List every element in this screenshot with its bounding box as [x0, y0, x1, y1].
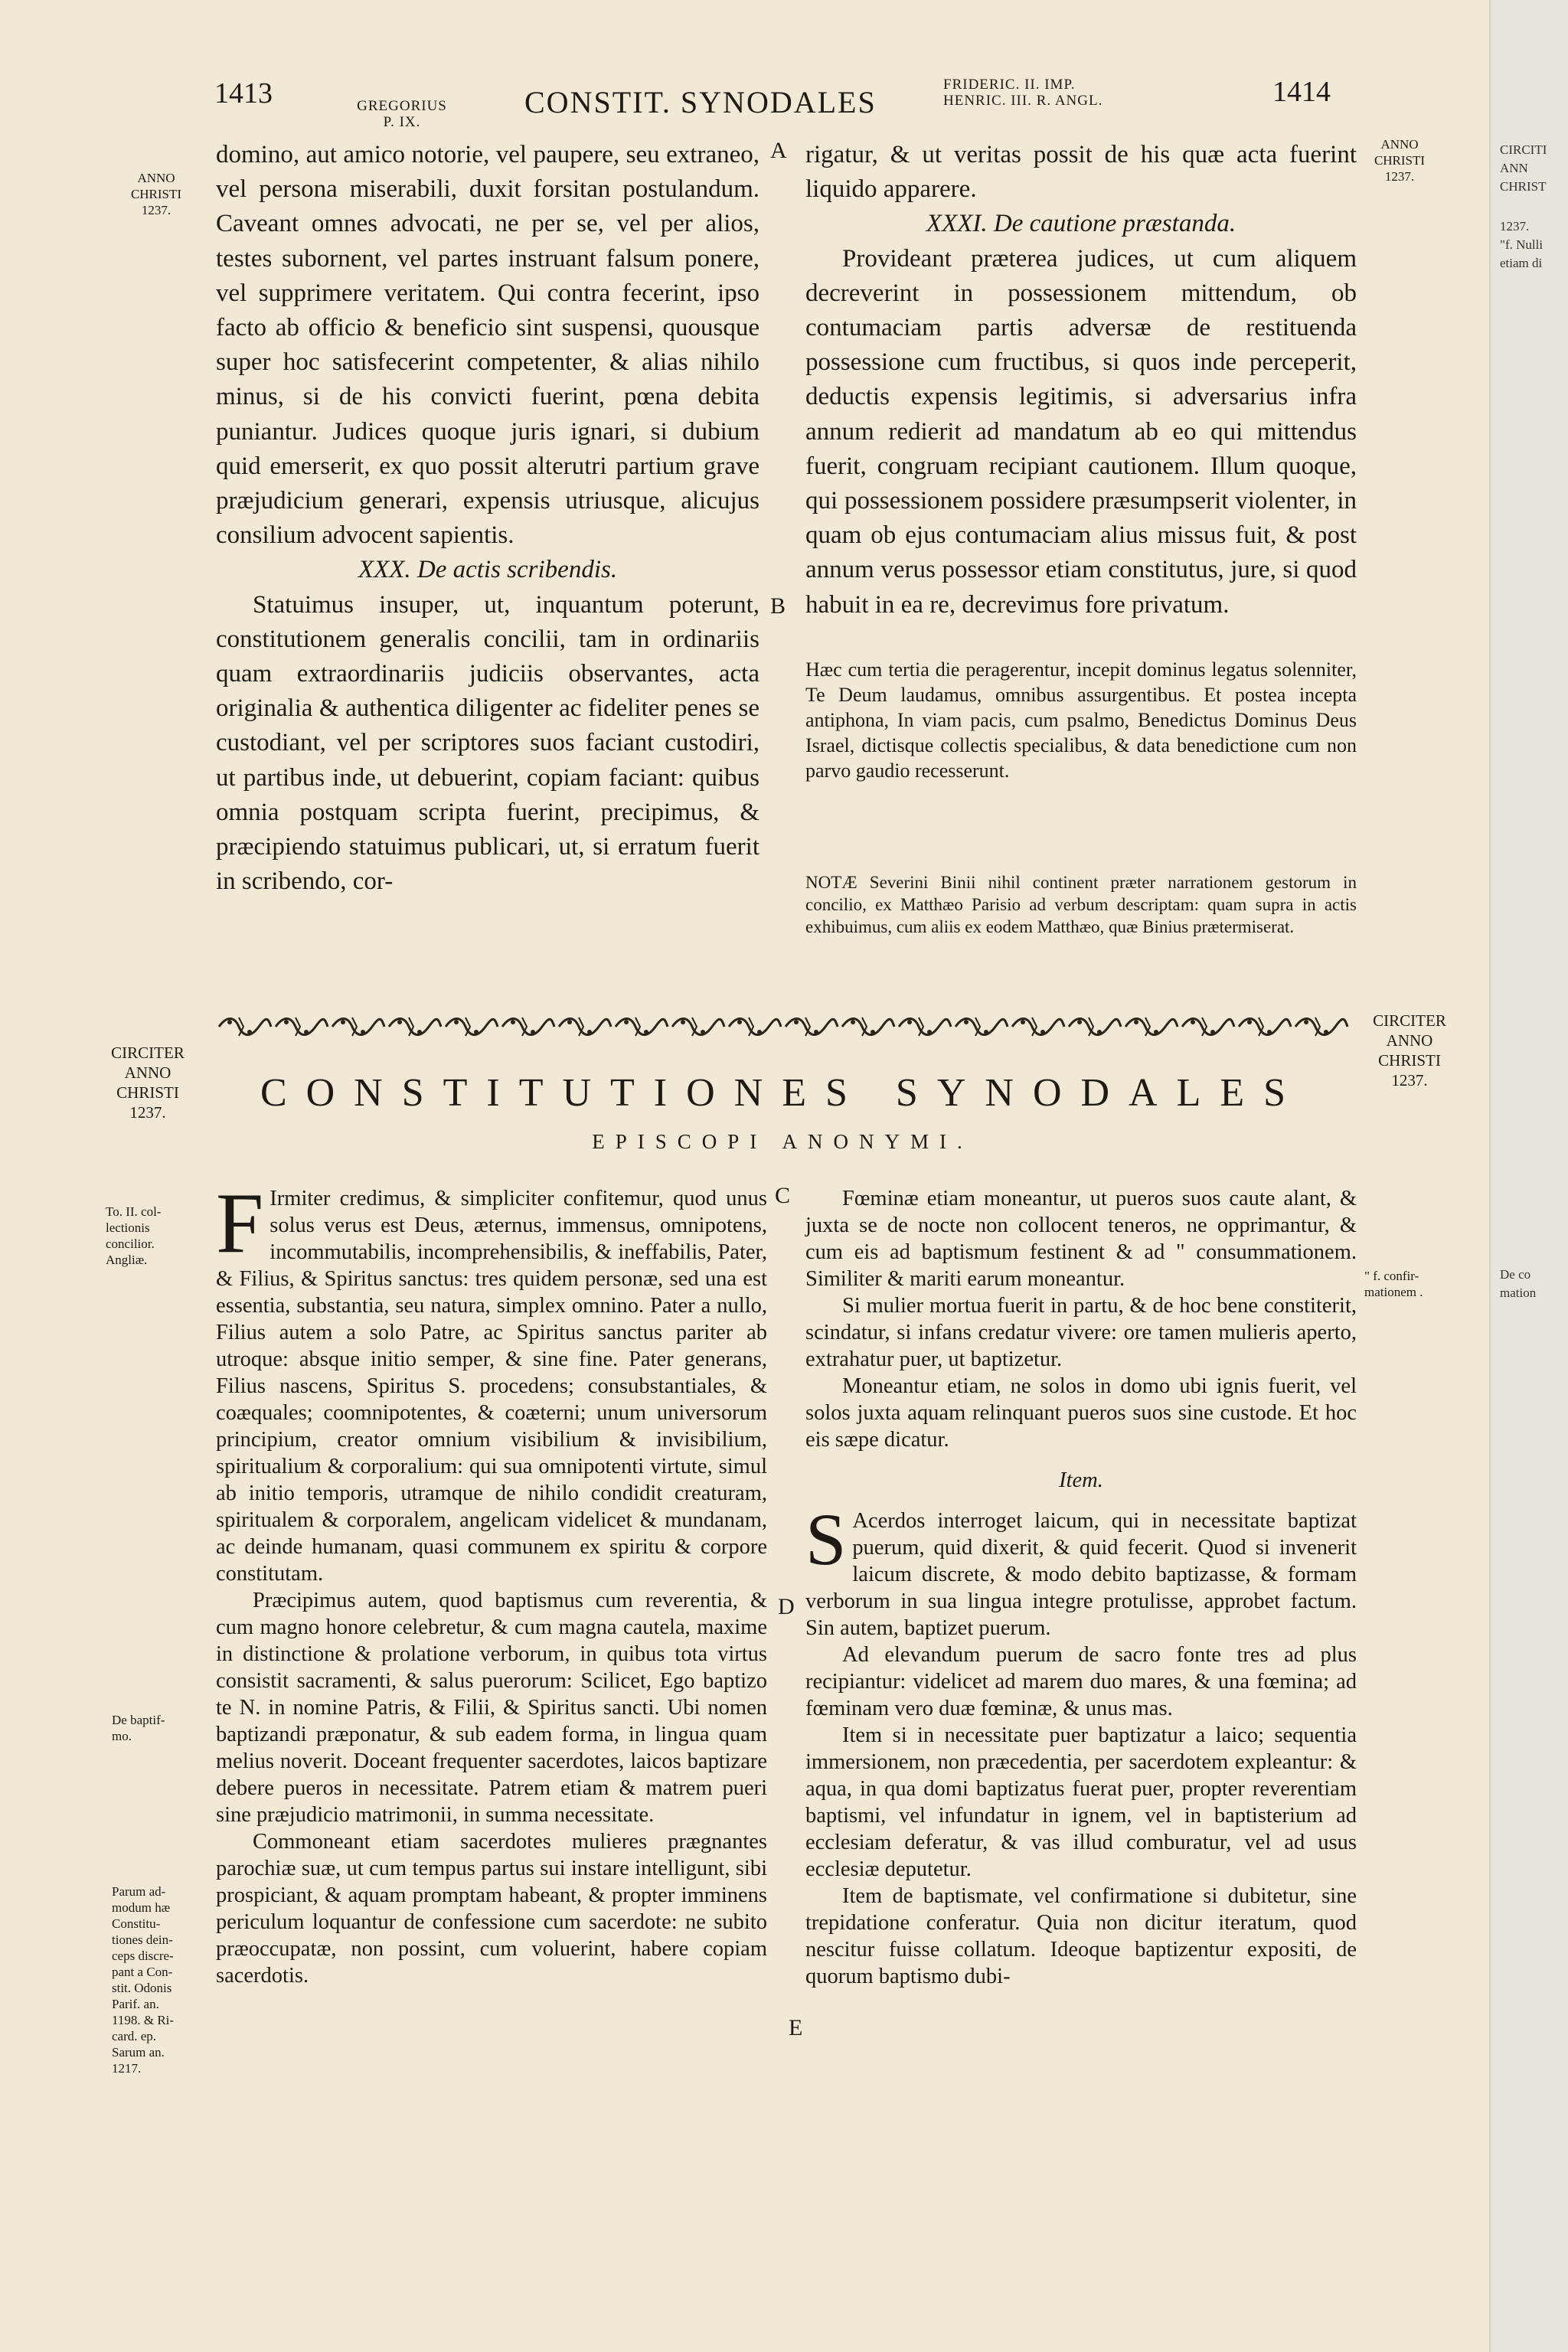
- margin-circiter-right: CIRCITER ANNO CHRISTI 1237.: [1373, 1011, 1446, 1089]
- upper-right-column: [805, 138, 1357, 622]
- paragraph-moneantur: Moneantur etiam, ne solos in domo ubi ignis fuerit, vel solos juxta aquam relinquant pueros suos sine custode. Et hoc eis sæpe dicatur.: [805, 1374, 1357, 1452]
- section-letter-b: B: [770, 593, 786, 619]
- lower-right-column: [805, 1185, 1357, 1990]
- paragraph-item-baptismate: Item de baptismate, vel confirmatione si dubitetur, sine trepidatione conferatur. Quia non dicitur iteratum, quod nescitur fuisse collatum. Ideoque baptizentur expositi, de quorum baptismo dubi-: [805, 1884, 1357, 1988]
- paragraph-xxx: Statuimus insuper, ut, inquantum poterunt, constitutionem generalis concilii, tam in ordinariis quam extraordinariis judiciis observantes, acta originalia & authentica diligenter ac fideliter penes se custodiant, vel per scriptores suos faciant custodiri, ut partibus inde, ut debuerint, copiam faciant: quibus omnia postquam scripta fuerint, precipimus, & præcipiendo statuimus publicari, ut, si erratum fuerit in scribendo, cor-: [216, 590, 760, 896]
- paragraph-foeminae: Fœminæ etiam moneantur, ut pueros suos caute alant, & juxta se de nocte non collocent teneros, ne opprimantur, & cum eis ad baptismum festinent & ad " consummationem. Similiter & mariti earum moneantur.: [805, 1187, 1357, 1291]
- margin-de-baptismo: De baptif- mo.: [112, 1713, 165, 1743]
- page-number-right: 1414: [1272, 76, 1331, 108]
- haec-paragraph: Hæc cum tertia die peragerentur, incepit dominus legatus solenniter, Te Deum laudamus, omnibus assurgentibus. Et postea incepta antiphona, In viam pacis, cum psalmo, Benedictus Dominus Deus Israel, dictisque collectis specialibus, & data benedictione cum non parvo gaudio recesserunt.: [805, 658, 1357, 782]
- upper-left-column: [216, 138, 760, 899]
- margin-circiter-left: CIRCITER ANNO CHRISTI 1237.: [111, 1044, 185, 1122]
- header-author-left: GREGORIUS P. IX.: [357, 98, 447, 130]
- paragraph-continued-right: rigatur, & ut veritas possit de his quæ acta fuerint liquido apparere.: [805, 141, 1357, 204]
- page-number-left: 1413: [214, 77, 273, 109]
- heading-xxxi: XXXI. De cautione præstanda.: [926, 210, 1236, 238]
- paragraph-sacerdos: S Acerdos interroget laicum, qui in necessitate baptizat puerum, quid dixerit, & quid fecerit. Quod si invenerit laicum discrete, & modo debito baptizasse, & formam verborum in sua lingua integre protulisse, approbet factum. Sin autem, baptizet puerum.: [805, 1498, 1357, 1640]
- dropcap-f: F: [216, 1176, 264, 1271]
- header-author-right: FRIDERIC. II. IMP. HENRIC. III. R. ANGL.: [943, 77, 1103, 109]
- ornament-divider: [216, 1011, 1349, 1042]
- notae-paragraph: NOTÆ Severini Binii nihil continent præter narrationem gestorum in concilio, ex Matthæo Parisio ad verbum descriptam: quam supra in actis exhibuimus, cum aliis ex eodem Matthæo, quæ Binius prætermiserat.: [805, 873, 1357, 936]
- heading-xxx: XXX. De actis scribendis.: [358, 556, 618, 584]
- margin-ref-to: To. II. col- lectionis concilior. Angliæ.: [106, 1204, 162, 1267]
- section-letter-d: D: [778, 1594, 795, 1619]
- dropcap-s: S: [805, 1498, 847, 1580]
- section-title: CONSTITUTIONES SYNODALES: [260, 1071, 1305, 1115]
- section-letter-c: C: [775, 1183, 791, 1208]
- margin-anno-right: ANNO CHRISTI 1237.: [1374, 137, 1426, 184]
- margin-parum-note: Parum ad- modum hæ Constitu- tiones dein- ceps discre- pant a Con- stit. Odonis Parif. an. 1198. & Ri- card. ep. Sarum an. 1217.: [112, 1884, 175, 2076]
- adjacent-page-edge: CIRCITI ANN CHRIST 1237. "f. Nulli etiam di De co mation: [1489, 0, 1568, 2352]
- paragraph-elevandum: Ad elevandum puerum de sacro fonte tres ad plus recipiantur: videlicet ad marem duo mares, & una fœmina; ad fœminam vero duæ fœminæ, & unus mas.: [805, 1643, 1357, 1720]
- paragraph-praecipimus: Præcipimus autem, quod baptismus cum reverentia, & cum magno honore celebretur, & cum magna cautela, maxime in distinctione & prolatione verborum, in quibus tota virtus consistit sacramenti, & salus puerorum: Scilicet, Ego baptizo te N. in nomine Patris, & Filii, & Spiritus sancti. Ubi nomen baptizandi præponatur, & sub eadem forma, in lingua quam melius noverit. Doceant frequenter sacerdotes, laicos baptizare debere pueros in necessitate. Patrem etiam & matrem pueri sine præjudicio matrimonii, in summa necessitate.: [216, 1589, 767, 1827]
- section-letter-a: A: [770, 138, 787, 163]
- paragraph-xxxi: Provideant præterea judices, ut cum aliquem decreverint in possessionem mittendum, ob contumaciam partis adversæ de restituenda possessione cum fructibus, si quos inde perceperit, deductis expensis legitimis, si adversarius infra annum redierit ad mandatum ab eo qui mittendus fuerit, congruam recipiant cautionem. Illum quoque, qui possessionem possidere præsumpserit violenter, in quam ob ejus contumaciam alius missus fuit, & post annum verus possessor etiam constitutus, jure, si quod habuit in ea re, decrevimus fore privatum.: [805, 244, 1357, 619]
- section-subtitle: EPISCOPI ANONYMI.: [592, 1130, 973, 1153]
- margin-confir-note: " f. confir- mationem .: [1364, 1269, 1423, 1299]
- paragraph-si-mulier: Si mulier mortua fuerit in partu, & de hoc bene constiterit, scindatur, si infans credatur vivere: ore tamen mulieris aperto, extrahatur puer, ut baptizetur.: [805, 1294, 1357, 1371]
- paragraph-item-necessitate: Item si in necessitate puer baptizatur a laico; sequentia immersionem, non præcedentia, per sacerdotem expleantur: & aqua, in qua domi baptizatus fuerat puer, propter reverentiam baptismi, vel infundatur in ignem, vel in baptisterium ad ecclesiam deferatur, & vas illud comburatur, vel ad usus ecclesiæ deputetur.: [805, 1723, 1357, 1881]
- lower-left-column: [216, 1176, 767, 1989]
- section-letter-e: E: [789, 2015, 803, 2040]
- running-head-title: CONSTIT. SYNODALES: [524, 85, 877, 119]
- paragraph-commoneant: Commoneant etiam sacerdotes mulieres prægnantes parochiæ suæ, ut cum tempus partus sui instare intelligunt, sibi prospiciant, & aquam promptam habeant, & propter imminens periculum loquantur de confessione cum sacerdote: ne subito præoccupatæ, non possint, cum voluerint, habere copiam sacerdotis.: [216, 1830, 767, 1988]
- paragraph-continued: domino, aut amico notorie, vel paupere, seu extraneo, vel persona miserabili, duxit forsitan postulandum. Caveant omnes advocati, ne per se, vel per alios, testes subornent, vel partes instruant falsum ponere, vel supprimere veritatem. Qui contra fecerint, ipso facto ab officio & beneficio sint suspensi, quousque super hoc satisfecerint competenter, & alias nihilo minus, si de his convicti fuerint, pœna debita puniantur. Judices quoque juris ignari, si dubium quid emerserit, ex quo possit alterutri partium grave præjudicium generari, expensis utriusque, alicujus consilium advocent sapientis.: [216, 141, 760, 550]
- paragraph-credimus: F Irmiter credimus, & simpliciter confitemur, quod unus solus verus est Deus, æternus, immensus, omnipotens, incommutabilis, incomprehensibilis, & ineffabilis, Pater, & Filius, & Spiritus sanctus: tres quidem personæ, sed una est essentia, substantia, seu natura, simplex omnino. Pater a nullo, Filius autem a solo Patre, ac Spiritus sanctus pariter ab utroque: absque initio semper, & sine fine. Pater generans, Filius nascens, Spiritus S. procedens; consubstantiales, & coæquales; coomnipotentes, & coæterni; unum universorum principium, creator omnium visibilium & invisibilium, spiritualium & corporalium: qui sua omnipotenti virtute, simul ab initio temporis, utramque de nihilo condidit creaturam, spiritualem & corporalem, angelicam videlicet & mundanam, ac deinde humanam, quasi communem ex spiritu & corpore constitutam.: [216, 1176, 767, 1586]
- heading-item: Item.: [1059, 1468, 1103, 1492]
- margin-anno-left: ANNO CHRISTI 1237.: [130, 171, 182, 217]
